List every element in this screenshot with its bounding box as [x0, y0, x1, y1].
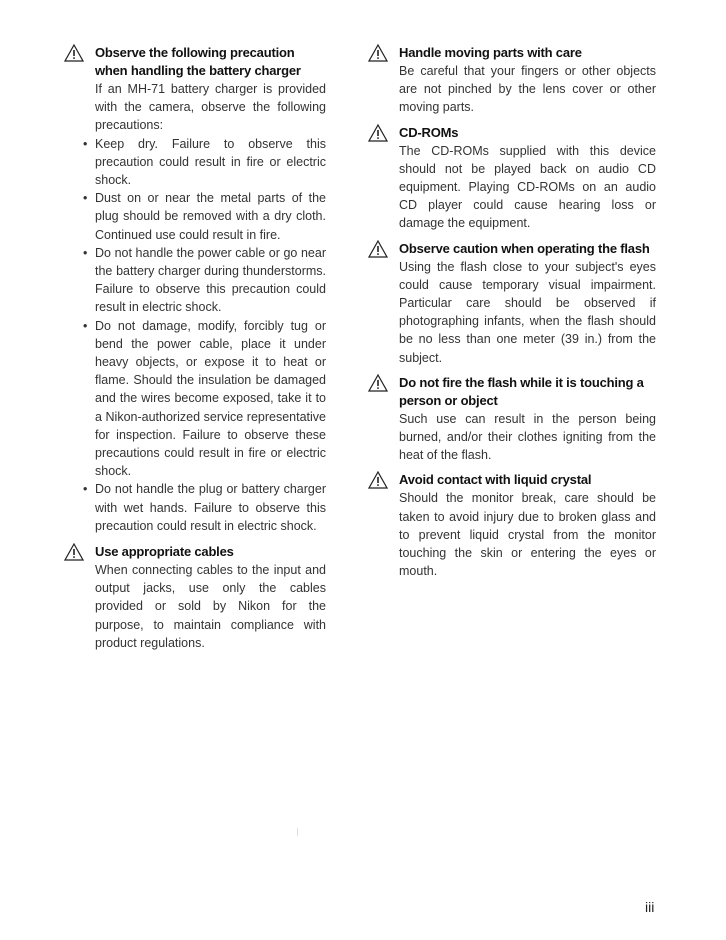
section-heading: Avoid contact with liquid crystal — [399, 472, 592, 488]
section-heading: Use appropriate cables — [95, 544, 234, 560]
section-heading: Observe the following precaution when handling the battery charger — [95, 45, 301, 78]
warning-triangle-icon — [368, 471, 388, 489]
section-intro: If an MH-71 battery charger is provided with the camera, observe the following precautions: — [95, 82, 326, 133]
precaution-list — [95, 135, 326, 535]
section-battery-charger — [64, 44, 326, 535]
section-cdroms — [368, 124, 656, 233]
section-body: The CD-ROMs supplied with this device should not be played back on audio CD equipment. Playing CD-ROMs on an audio CD player could cause hearing loss or damage the equipment. — [399, 143, 656, 231]
list-item: • Dust on or near the metal parts of the plug should be removed with a dry cloth. Continued use could result in fire. — [95, 189, 326, 244]
section-heading: Do not fire the flash while it is touching a person or object — [399, 374, 644, 408]
section-body: Be careful that your fingers or other objects are not pinched by the lens cover or other moving parts. — [399, 64, 656, 115]
section-liquid-crystal — [368, 471, 656, 580]
section-heading: Handle moving parts with care — [399, 45, 582, 60]
warning-triangle-icon — [368, 124, 388, 142]
left-column — [64, 44, 326, 656]
list-item: • Keep dry. Failure to observe this precaution could result in fire or electric shock. — [95, 135, 326, 190]
warning-triangle-icon — [64, 543, 84, 561]
section-heading: CD-ROMs — [399, 124, 459, 140]
warning-triangle-icon — [64, 44, 84, 62]
section-body: Such use can result in the person being burned, and/or their clothes igniting from the heat of the flash. — [399, 411, 656, 463]
scan-artifact — [297, 828, 298, 836]
section-moving-parts — [368, 44, 656, 117]
right-column — [368, 44, 656, 584]
warning-triangle-icon — [368, 240, 388, 258]
page-number: iii — [645, 899, 655, 915]
section-cables — [64, 543, 326, 652]
section-flash-touching — [368, 374, 656, 465]
section-body: When connecting cables to the input and output jacks, use only the cables provided or sold by Nikon for the purpose, to maintain compliance with product regulations. — [95, 563, 326, 650]
warning-triangle-icon — [368, 44, 388, 62]
section-body: Using the flash close to your subject's eyes could cause temporary visual impairment. Particular care should be observed if photographing infants, when the flash should be no less than one meter (39 in.) from the subject. — [399, 259, 656, 365]
list-item: • Do not damage, modify, forcibly tug or bend the power cable, place it under heavy objects, or expose it to heat or flame. Should the insulation be damaged and the wires become exposed, take it to a Nikon-authorized service representative for inspection. Failure to observe these precautions could result in fire or electric shock. — [95, 317, 326, 481]
list-item: • Do not handle the plug or battery charger with wet hands. Failure to observe this precaution could result in electric shock. — [95, 480, 326, 535]
list-item: • Do not handle the power cable or go near the battery charger during thunderstorms. Failure to observe this precaution could result in electric shock. — [95, 244, 326, 317]
warning-triangle-icon — [368, 374, 388, 392]
section-heading: Observe caution when operating the flash — [399, 240, 650, 256]
section-flash — [368, 240, 656, 367]
section-body: Should the monitor break, care should be taken to avoid injury due to broken glass and to prevent liquid crystal from the monitor touching the skin or entering the eyes or mouth. — [399, 491, 656, 579]
